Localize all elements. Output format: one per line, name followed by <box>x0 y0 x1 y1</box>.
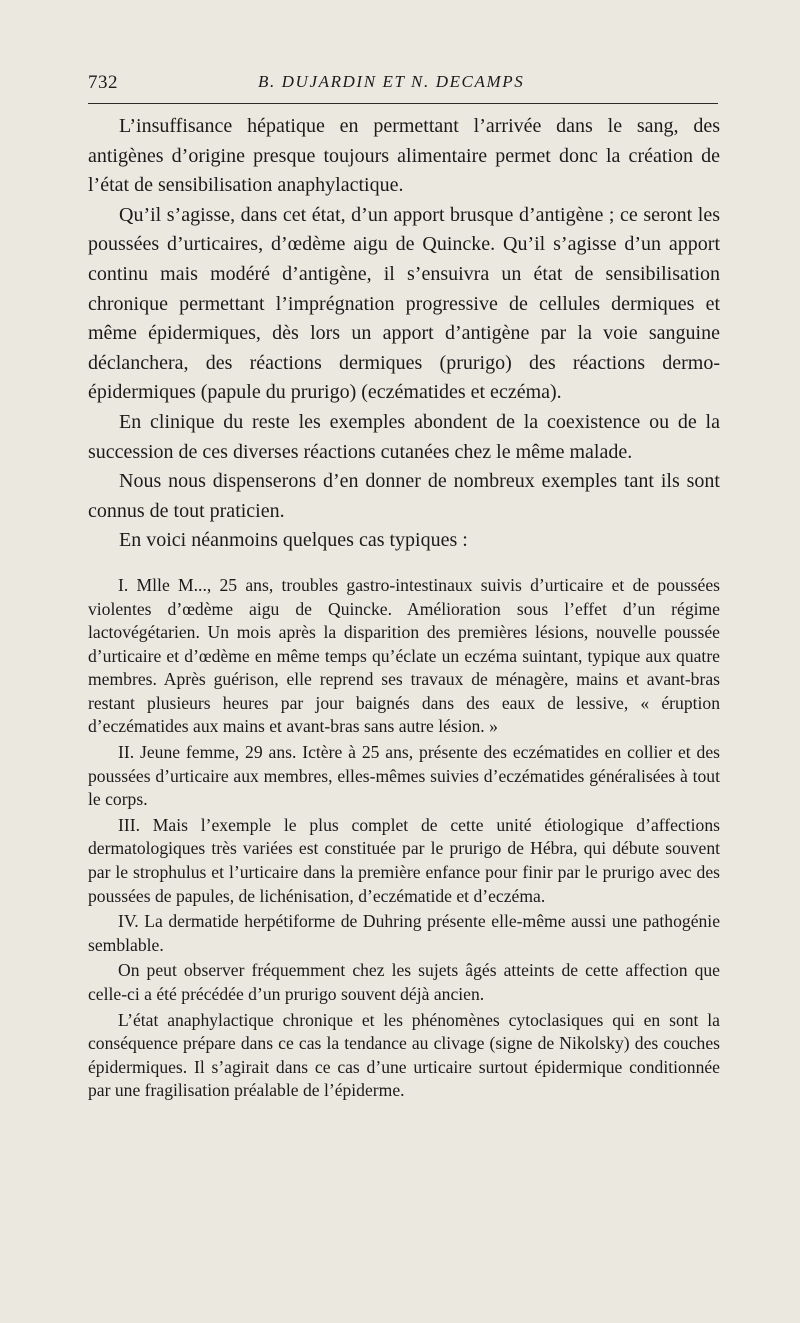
case-paragraph: II. Jeune femme, 29 ans. Ictère à 25 ans, présente des eczématides en collier et des poussées d’urticaire aux membres, elles-mêmes suivies d’eczématides généralisées à tout le corps. <box>88 742 720 810</box>
paragraph: Nous nous dispenserons d’en donner de nombreux exemples tant ils sont connus de tout praticien. <box>88 470 720 522</box>
running-title: B. DUJARDIN ET N. DECAMPS <box>258 72 525 91</box>
paragraph: L’insuffisance hépatique en permettant l’arrivée dans le sang, des antigènes d’origine presque toujours alimentaire permet donc la création de l’état de sensibilisation anaphylactique. <box>88 115 720 197</box>
page-number: 732 <box>88 72 118 93</box>
paragraph: En voici néanmoins quelques cas typiques : <box>119 529 468 552</box>
case-paragraph: III. Mais l’exemple le plus complet de cette unité étiologique d’affections dermatologiques très variées est constituée par le prurigo de Hébra, qui débute souvent par le strophulus et l’urticaire dans la première enfance pour finir par le prurigo avec des poussées de papules, de lichénisation, d’eczématide et d’eczéma. <box>88 814 720 906</box>
running-head <box>88 72 718 96</box>
case-paragraph: L’état anaphylactique chronique et les phénomènes cytoclasiques qui en sont la conséquence prépare dans ce cas la tendance au clivage (signe de Nikolsky) des couches épidermiques. Il s’agirait dans ce cas d’une urticaire surtout épidermique conditionnée par une fragilisation préalable de l’épiderme. <box>88 1009 720 1101</box>
main-text <box>88 112 720 556</box>
page-body <box>88 112 720 1103</box>
case-paragraph: On peut observer fréquemment chez les sujets âgés atteints de cette affection que celle-ci a été précédée d’un prurigo souvent déjà ancien. <box>88 960 720 1004</box>
paragraph: Qu’il s’agisse, dans cet état, d’un apport brusque d’antigène ; ce seront les poussées d’urticaires, d’œdème aigu de Quincke. Qu’il s’agisse d’un apport continu mais modéré d’antigène, il s’ensuivra un état de sensibilisation chronique permettant l’imprégnation progressive de cellules dermiques et même épidermiques, dès lors un apport d’antigène par la voie sanguine déclanchera, des réactions dermiques (prurigo) des réactions dermo-épidermiques (papule du prurigo) (eczématides et eczéma). <box>88 203 720 404</box>
case-paragraph: I. Mlle M..., 25 ans, troubles gastro-intestinaux suivis d’urticaire et de poussées violentes d’œdème aigu de Quincke. Amélioration sous l’effet d’un régime lactovégétarien. Un mois après la disparition des premières lésions, nouvelle poussée d’urticaire et d’œdème en même temps qu’éclate un eczéma suintant, typique aux quatre membres. Après guérison, elle reprend ses travaux de ménagère, mains et avant-bras restant plusieurs heures par jour baignés dans des eaux de lessive, « éruption d’eczématides aux mains et avant-bras sans autre lésion. » <box>88 574 720 737</box>
case-paragraph: IV. La dermatide herpétiforme de Duhring présente elle-même aussi une pathogénie semblable. <box>88 911 720 955</box>
header-rule <box>88 103 718 104</box>
paragraph: En clinique du reste les exemples abondent de la coexistence ou de la succession de ces diverses réactions cutanées chez le même malade. <box>88 410 720 463</box>
case-examples <box>88 574 720 1103</box>
